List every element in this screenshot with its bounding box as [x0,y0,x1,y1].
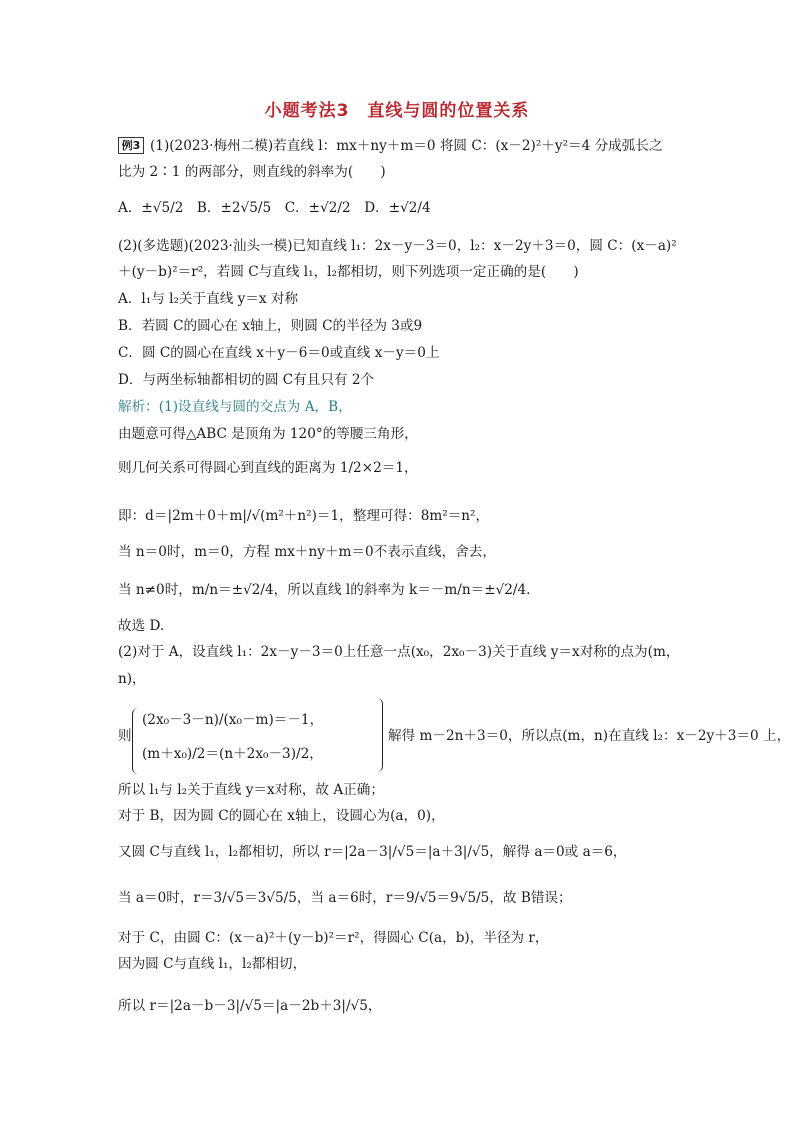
option-a: A．l₁与 l₂关于直线 y＝x 对称 [118,291,299,307]
solution-line: 因为圆 C与直线 l₁，l₂都相切， [118,956,307,972]
system-prefix: 则 [118,728,132,744]
solution-line: 对于 B，因为圆 C的圆心在 x轴上，设圆心为(a，0)， [118,808,445,824]
solution-line: (2)对于 A，设直线 l₁：2x－y－3＝0上任意一点(x₀，2x₀－3)关于直线 y＝x对称的点为(m， [118,644,680,660]
equation-system [118,694,791,778]
section-title: 小题考法3 直线与圆的位置关系 [264,101,530,121]
solution-line: 故选 D. [118,618,165,634]
problem-1-choices: A．±√5/2 B．±2√5/5 C．±√2/2 D．±√2/4 [118,200,431,216]
solution-line: 所以 r＝|2a－b－3|/√5＝|a－2b＋3|/√5， [118,998,382,1014]
solution-line: 则几何关系可得圆心到直线的距离为 1/2×2＝1， [118,460,418,476]
right-bar [376,698,383,772]
system-equation-1: (2x₀－3－n)/(x₀－m)＝－1， [142,712,324,728]
solution-heading: 解析：(1)设直线与圆的交点为 A，B， [118,399,352,415]
solution-line: 即：d＝|2m＋0＋m|/√(m²＋n²)＝1，整理可得：8m²＝n²， [118,508,490,524]
system-suffix: 解得 m－2n＋3＝0，所以点(m，n)在直线 l₂：x－2y＋3＝0 上， [388,728,791,744]
option-c: C．圆 C的圆心在直线 x＋y－6＝0或直线 x－y＝0上 [118,345,440,361]
solution-line: 当 a＝0时，r＝3/√5＝3√5/5，当 a＝6时，r＝9/√5＝9√5/5，故 B错误； [118,890,572,906]
solution-line: 又圆 C与直线 l₁，l₂都相切，所以 r＝|2a－3|/√5＝|a＋3|/√5，解得 a＝0或 a＝6， [118,844,627,860]
problem-2-line-2: ＋(y－b)²＝r²，若圆 C与直线 l₁，l₂都相切，则下列选项一定正确的是( ) [118,264,579,280]
system-equation-2: (m＋x₀)/2＝(n＋2x₀－3)/2， [142,746,323,762]
problem-2-line-1: (2)(多选题)(2023·汕头一模)已知直线 l₁：2x－y－3＝0，l₂：x－2y＋3＝0，圆 C：(x－a)² [118,238,677,254]
solution-line: n)， [118,671,146,687]
left-brace [132,708,139,774]
solution-line: 所以 l₁与 l₂关于直线 y＝x对称，故 A正确； [118,782,384,798]
solution-line: 当 n＝0时，m＝0，方程 mx＋ny＋m＝0不表示直线，舍去， [118,544,496,560]
problem-1-line-1: 例3 (1)(2023·梅州二模)若直线 l：mx＋ny＋m＝0 将圆 C：(x－2)²＋y²＝4 分成弧长之 [118,136,663,156]
problem-1-line-2: 比为 2∶1 的两部分，则直线的斜率为( ) [118,164,386,180]
solution-line: 当 n≠0时，m/n＝±√2/4，所以直线 l的斜率为 k＝－m/n＝±√2/4. [118,582,531,598]
option-b: B．若圆 C的圆心在 x轴上，则圆 C的半径为 3或9 [118,318,423,334]
option-d: D．与两坐标轴都相切的圆 C有且只有 2个 [118,372,375,388]
solution-line: 对于 C，由圆 C：(x－a)²＋(y－b)²＝r²，得圆心 C(a，b)，半径为 r， [118,930,549,946]
example-tag: 例3 [118,137,144,154]
solution-line: 由题意可得△ABC 是顶角为 120°的等腰三角形， [118,426,418,442]
